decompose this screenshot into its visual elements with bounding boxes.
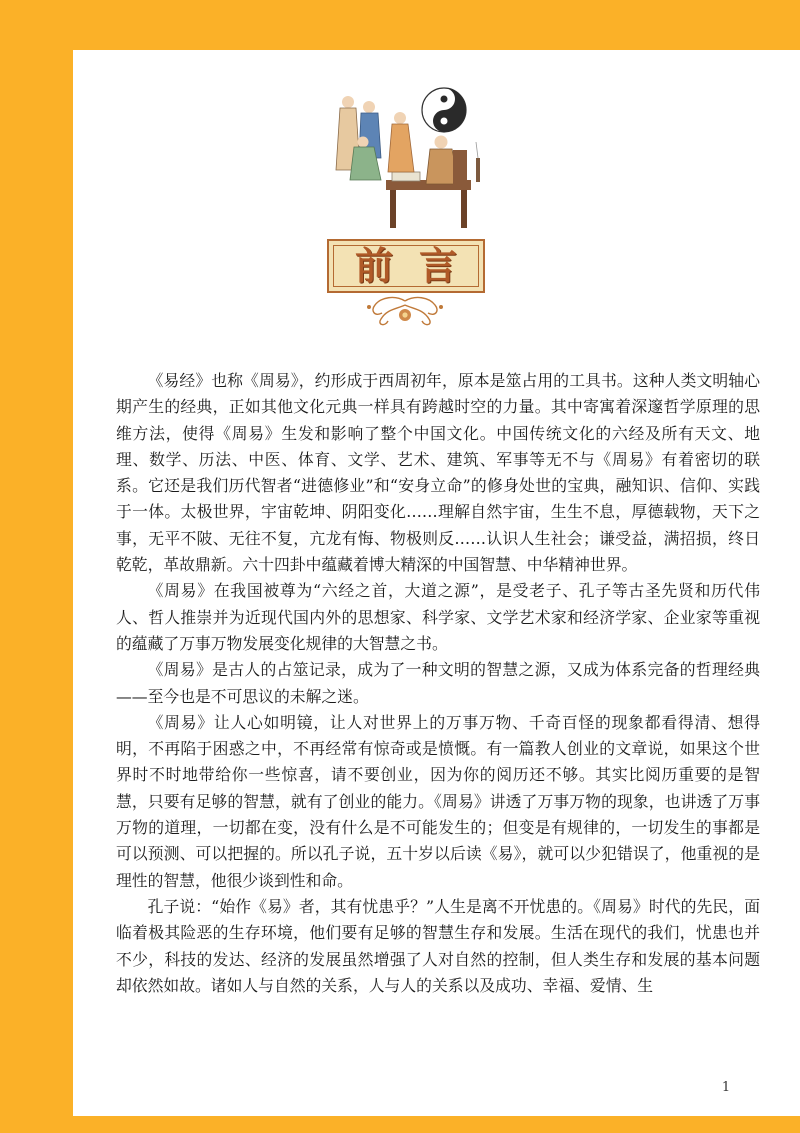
page-number: 1 [721,1080,731,1095]
paragraph: 《周易》在我国被尊为“六经之首，大道之源”，是受老子、孔子等古圣先贤和历代伟人、哲人推崇并为近现代国内外的思想家、科学家、文学艺术家和经济学家、企业家等重视的蕴藏了万事万物发展变化规律的大智慧之书。 [116,581,760,653]
title-frame [327,239,485,293]
page-title: 前言 [354,244,483,288]
paragraph: 《周易》是古人的占筮记录，成为了一种文明的智慧之源，又成为体系完备的哲理经典——至今也是不可思议的未解之迷。 [116,660,760,706]
scholars-yijing-illustration-icon [326,80,496,235]
preface-body [116,368,760,999]
book-page [73,50,800,1116]
floral-ornament-icon [355,293,455,329]
paragraph: 孔子说：“始作《易》者，其有忧患乎？”人生是离不开忧患的。《周易》时代的先民，面临着极其险恶的生存环境，他们要有足够的智慧生存和发展。生活在现代的我们，忧患也并不少，科技的发达、经济的发展虽然增强了人对自然的控制，但人类生存和发展的基本问题却依然如故。诸如人与自然的关系，人与人的关系以及成功、幸福、爱情、生 [116,896,760,995]
paragraph: 《易经》也称《周易》，约形成于西周初年，原本是筮占用的工具书。这种人类文明轴心期产生的经典，正如其他文化元典一样具有跨越时空的力量。其中寄寓着深邃哲学原理的思维方法，使得《周易》生发和影响了整个中国文化。中国传统文化的六经及所有天文、地理、数学、历法、中医、体育、文学、艺术、建筑、军事等无不与《周易》有着密切的联系。它还是我们历代智者“进德修业”和“安身立命”的修身处世的宝典，融知识、信仰、实践于一体。太极世界，宇宙乾坤、阴阳变化……理解自然宇宙，生生不息，厚德载物，天下之事，无平不陂、无往不复，亢龙有悔、物极则反……认识人生社会；谦受益，满招损，终日乾乾，革故鼎新。六十四卦中蕴藏着博大精深的中国智慧、中华精神世界。 [116,371,760,575]
yin-yang-icon [422,88,466,132]
paragraph: 《周易》让人心如明镜，让人对世界上的万事万物、千奇百怪的现象都看得清、想得明，不再陷于困惑之中，不再经常有惊奇或是愤慨。有一篇教人创业的文章说，如果这个世界时不时地带给你一些惊喜，请不要创业，因为你的阅历还不够。其实比阅历重要的是智慧，只要有足够的智慧，就有了创业的能力。《周易》讲透了万事万物的现象，也讲透了万事万物的道理，一切都在变，没有什么是不可能发生的；但变是有规律的，一切发生的事都是可以预测、可以把握的。所以孔子说，五十岁以后读《易》，就可以少犯错误了，他重视的是理性的智慧，他很少谈到性和命。 [116,712,760,890]
